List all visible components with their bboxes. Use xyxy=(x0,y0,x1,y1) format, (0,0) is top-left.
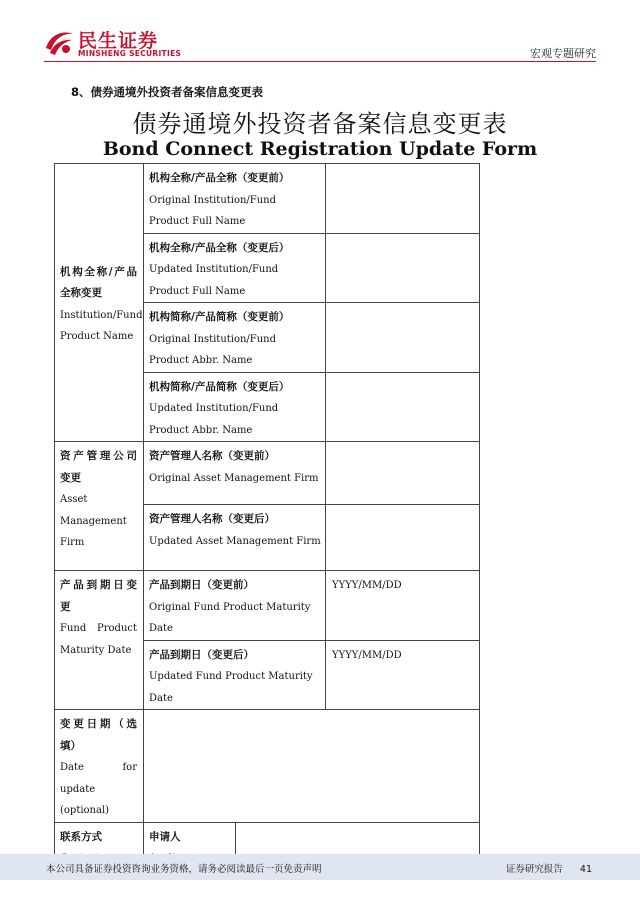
field-label-en: Updated Asset Management Firm xyxy=(149,535,321,547)
field-label xyxy=(144,164,326,234)
table-row xyxy=(55,571,480,641)
label-zh: 变更 xyxy=(60,471,81,484)
field-label-zh: 机构简称/产品简称（变更后） xyxy=(149,380,290,393)
section-heading: 8、债券通境外投资者备案信息变更表 xyxy=(71,85,263,99)
field-label-zh: 机构全称/产品全称（变更前） xyxy=(149,172,290,184)
header-divider xyxy=(44,61,596,62)
page-header xyxy=(0,0,640,62)
field-label xyxy=(144,442,326,505)
page-footer xyxy=(0,854,640,880)
label-zh: 申请人 xyxy=(149,830,181,843)
field-label-zh: 产品到期日（变更后） xyxy=(149,648,254,661)
company-logo xyxy=(44,26,182,60)
label-en: Fund Product xyxy=(60,623,137,634)
original-maturity-date-field[interactable]: YYYY/MM/DD xyxy=(326,571,480,641)
group-label-institution-name xyxy=(55,164,144,442)
field-label-zh: 资产管理人名称（变更前） xyxy=(149,450,275,462)
minsheng-logo-icon xyxy=(44,28,74,56)
label-en: Asset xyxy=(60,494,88,505)
updated-abbr-name-field[interactable] xyxy=(326,372,480,442)
page-number: 41 xyxy=(579,864,592,875)
field-label-en: Updated Fund Product Maturity Date xyxy=(149,671,313,704)
field-label-en: Product Full Name xyxy=(149,285,246,297)
field-label-en: Product Full Name xyxy=(149,216,246,227)
label-en: Firm xyxy=(60,537,85,548)
field-label-en: Original Institution/Fund xyxy=(149,194,277,206)
label-zh: 全称变更 xyxy=(60,287,102,299)
field-label-en: Original Asset Management Firm xyxy=(149,472,319,484)
label-en: Management xyxy=(60,515,127,527)
field-label-zh: 资产管理人名称（变更后） xyxy=(149,513,275,525)
group-label-update-date xyxy=(55,710,144,823)
field-label xyxy=(144,372,326,442)
table-row xyxy=(55,710,480,823)
field-label xyxy=(144,640,326,710)
field-label xyxy=(144,505,326,571)
footer-meta xyxy=(492,861,592,875)
label-en: Product Name xyxy=(60,331,134,342)
label-en: Institution/Fund xyxy=(60,309,143,321)
field-label-zh: 机构简称/产品简称（变更前） xyxy=(149,311,290,323)
field-label-en: Original Fund Product Maturity Date xyxy=(149,601,311,634)
footer-disclaimer: 本公司具备证券投资咨询业务资格，请务必阅读最后一页免责声明 xyxy=(46,864,322,875)
table-row xyxy=(55,442,480,505)
label-en: (optional) xyxy=(60,805,110,816)
label-en: Date for update xyxy=(60,762,137,795)
group-label-asset-management xyxy=(55,442,144,571)
field-label xyxy=(144,571,326,641)
form-title-en: Bond Connect Registration Update Form xyxy=(102,138,538,160)
form-title-cn: 债券通境外投资者备案信息变更表 xyxy=(132,110,508,138)
logo-text-cn: 民生证券 xyxy=(78,30,159,52)
original-full-name-field[interactable] xyxy=(326,164,480,234)
update-date-field[interactable] xyxy=(144,710,480,823)
field-label-zh: 机构全称/产品全称（变更后） xyxy=(149,241,290,254)
group-label-maturity-date xyxy=(55,571,144,710)
field-label-en: Updated Institution/Fund xyxy=(149,403,279,414)
table-row xyxy=(55,164,480,234)
field-label-en: Product Abbr. Name xyxy=(149,355,253,366)
original-asset-firm-field[interactable] xyxy=(326,442,480,505)
field-label-zh: 产品到期日（变更前） xyxy=(149,579,254,591)
label-zh: 变更日期（选 xyxy=(60,718,137,730)
registration-update-form xyxy=(54,163,480,875)
footer-report-type: 证券研究报告 xyxy=(505,864,563,875)
label-zh: 更 xyxy=(60,600,71,613)
field-label xyxy=(144,303,326,373)
field-label-en: Product Abbr. Name xyxy=(149,424,253,436)
logo-text-en: MINSHENG SECURITIES xyxy=(78,49,182,58)
label-zh: 机构全称/产品 xyxy=(60,265,137,278)
report-category: 宏观专题研究 xyxy=(530,47,596,60)
updated-full-name-field[interactable] xyxy=(326,233,480,303)
label-zh: 产品到期日变 xyxy=(60,579,137,591)
label-zh: 资产管理公司 xyxy=(60,450,137,462)
label-en: Maturity Date xyxy=(60,644,132,656)
updated-asset-firm-field[interactable] xyxy=(326,505,480,571)
original-abbr-name-field[interactable] xyxy=(326,303,480,373)
updated-maturity-date-field[interactable]: YYYY/MM/DD xyxy=(326,640,480,710)
field-label-en: Updated Institution/Fund xyxy=(149,264,279,275)
label-zh: 联系方式 xyxy=(60,830,102,843)
field-label-en: Original Institution/Fund xyxy=(149,333,277,345)
field-label xyxy=(144,233,326,303)
label-zh: 填） xyxy=(60,739,81,752)
